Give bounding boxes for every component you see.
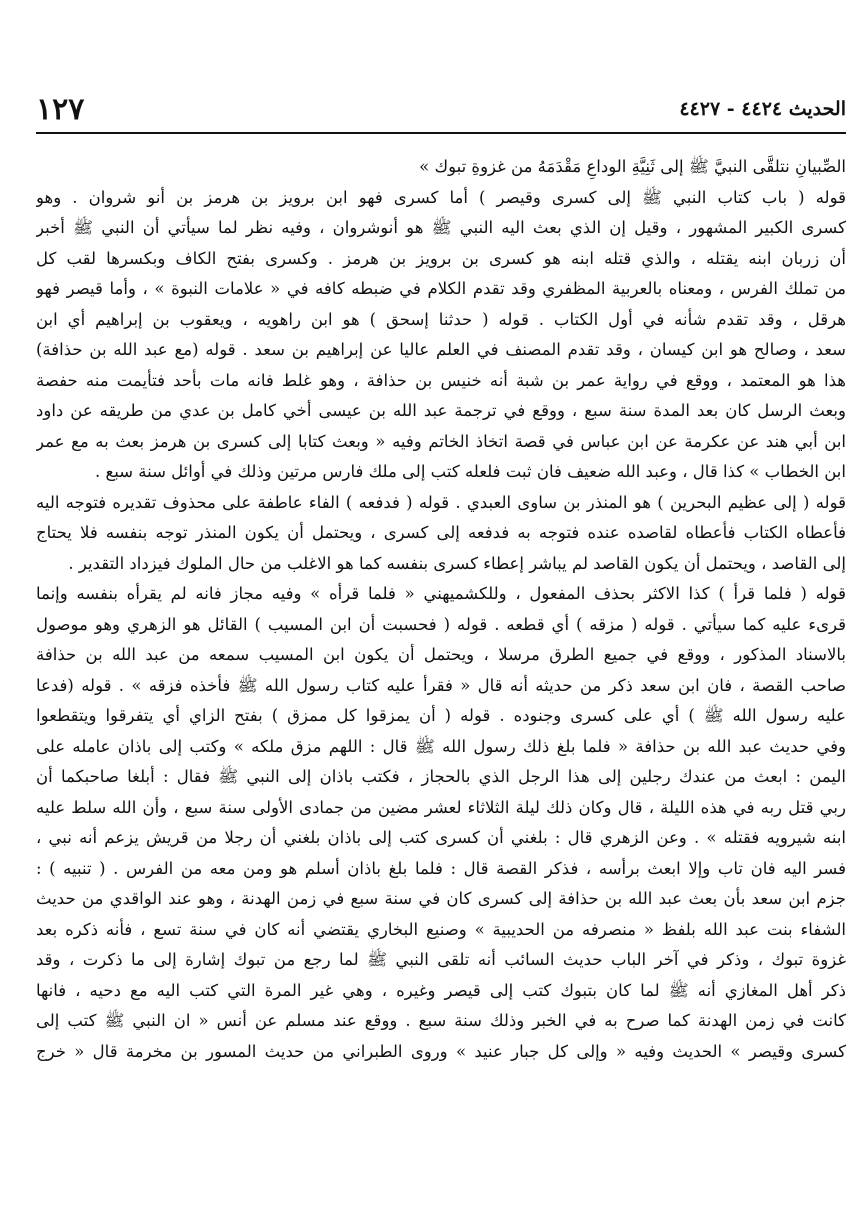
text-line: غزوة تبوك ، وذكر في آخر الباب حديث السائب أنه تلقى النبي ﷺ لما رجع من تبوك إشارة إلى ما ذكرت ، وقد xyxy=(36,950,846,969)
text-line: ابنه شيرويه فقتله » . وعن الزهري قال : بلغني أن كسرى كتب إلى باذان بلغني أن رجلا من قريش يزعم أنه نبي ، xyxy=(36,828,846,847)
hadith-range: الحديث ٤٤٢٤ - ٤٤٢٧ xyxy=(679,98,846,120)
text-line: الشفاء بنت عبد الله بلفظ « منصرفه من الحديبية » وصنيع البخاري يقتضي أنه كان في سنة تسع ، فأنه ذكره بعد xyxy=(36,919,846,939)
text-line: قوله ( باب كتاب النبي ﷺ إلى كسرى وقيصر ) أما كسرى فهو ابن برويز بن هرمز بن أنو شروان . وهو xyxy=(36,187,846,207)
page-header xyxy=(36,92,846,134)
text-line: اليمن : ابعث من عندك رجلين إلى هذا الرجل الذي بالحجاز ، فكتب باذان إلى النبي ﷺ فقال : أبلغا صاحبكما أن xyxy=(36,767,846,786)
text-line: هرقل ، وقد تقدم شأنه في أول الكتاب . قوله ( حدثنا إسحق ) هو ابن راهويه ، ويعقوب بن إبراهيم أي ابن xyxy=(36,309,846,329)
text-line: كسرى وقيصر » الحديث وفيه « وإلى كل جبار عنيد » وروى الطبراني من حديث المسور بن مخرمة قال « خرج xyxy=(36,1041,846,1061)
text-line: فأعطاه الكتاب فأعطاه لقاصده عنده فتوجه به فدفعه إلى كسرى ، ويحتمل أن يكون المنذر توجه بنفسه فلا يحتاج xyxy=(36,523,846,542)
text-line: وبعث الرسل كان بعد المدة سنة سبع ، ووقع في ترجمة عبد الله بن عيسى أخي كامل بن عدي من طريقه عن داود xyxy=(36,401,846,420)
text-line: الصِّبيانِ نتلقَّى النبيَّ ﷺ إلى ثَنِيَّةِ الوداعِ مَقْدَمَهُ من غزوةِ تبوك » xyxy=(419,157,846,176)
text-line: هذا هو المعتمد ، ووقع في رواية عمر بن شبة أنه خنيس بن حذافة ، وهو غلط فانه مات بأحد فتأيمت منه حفصة xyxy=(36,370,846,390)
text-line: من تملك الفرس ، ومعناه بالعربية المظفري وقد تقدم الكلام في ضبطه كافه في « علامات النبوة » ، وأما قيصر فهو xyxy=(36,279,846,298)
text-line: سعد ، وصالح هو ابن كيسان ، وقد تقدم المصنف في العلم عاليا عن إبراهيم بن سعد . قوله (مع عبد الله بن حذافة) xyxy=(36,340,846,359)
text-line: قوله ( فلما قرأ ) كذا الاكثر بحذف المفعول ، وللكشميهني « فلما قرأه » وفيه مجاز فانه لم يقرأه بنفسه وإنما xyxy=(36,584,846,603)
text-line: أن زربان ابنه يقتله ، والذي قتله ابنه هو كسرى بن برويز بن هرمز . وكسرى بفتح الكاف وبكسرها لقب كل xyxy=(36,248,846,268)
text-line: كسرى الكبير المشهور ، وقيل إن الذي بعث اليه النبي ﷺ هو أنوشروان ، وفيه نظر لما سيأتي أن النبي ﷺ أخبر xyxy=(36,218,846,237)
page-number: ١٢٧ xyxy=(36,92,85,127)
text-line: بالاسناد المذكور ، ووقع في جميع الطرق مرسلا ، ويحتمل أن يكون ابن المسيب سمعه من عبد الله بن حذافة xyxy=(36,645,846,664)
text-line: ذكر أهل المغازي أنه ﷺ لما كان بتبوك كتب إلى قيصر وغيره ، وهي غير المرة التي كتب اليه مع دحيه ، فانها xyxy=(36,980,846,1000)
text-line: صاحب القصة ، فان ابن سعد ذكر من حديثه أنه قال « فقرأ عليه كتاب رسول الله ﷺ فأخذه فزقه » . قوله (فدعا xyxy=(36,675,846,695)
text-line: كانت في زمن الهدنة كما صرح به في الخبر وذلك سنة سبع . ووقع عند مسلم عن أنس « ان النبي ﷺ كتب إلى xyxy=(36,1011,846,1030)
text-line: قوله ( إلى عظيم البحرين ) هو المنذر بن ساوى العبدي . قوله ( فدفعه ) الفاء عاطفة على محذوف تقديره فتوجه اليه xyxy=(36,492,846,512)
main-text xyxy=(36,152,846,1067)
text-line: وفي حديث عبد الله بن حذافة « فلما بلغ ذلك رسول الله ﷺ قال : اللهم مزق ملكه » وكتب إلى باذان عامله على xyxy=(36,736,846,756)
text-line: ربي قتل ربه في هذه الليلة ، قال وكان ذلك ليلة الثلاثاء لعشر مضين من جمادى الأولى سنة سبع ، وأن الله سلط عليه xyxy=(36,797,846,817)
text-line: ابن الخطاب » كذا قال ، وعبد الله ضعيف فان ثبت فلعله كتب إلى ملك فارس مرتين وذلك في أوائل سنة سبع . xyxy=(94,462,846,481)
text-line: جزم ابن سعد بأن بعث عبد الله بن حذافة إلى كسرى كان في سنة سبع في زمن الهدنة ، وهو عند الواقدي من حديث xyxy=(36,889,846,908)
text-line: فسر اليه فان تاب وإلا ابعث برأسه ، فذكر القصة قال : فلما بلغ باذان أسلم هو ومن معه من الفرس . ( تنبيه ) : xyxy=(36,858,846,878)
text-line: ابن أبي هند عن عكرمة عن ابن عباس في قصة اتخاذ الخاتم وفيه « وبعث كتابا إلى كسرى بن هرمز بعث به مع عمر xyxy=(36,431,846,451)
text-line: إلى القاصد ، ويحتمل أن يكون القاصد لم يباشر إعطاء كسرى بنفسه كما هو الاغلب من حال الملوك فيزداد التقدير . xyxy=(68,553,846,573)
text-line: قرىء عليه كما سيأتي . قوله ( مزقه ) أي قطعه . قوله ( فحسبت أن ابن المسيب ) القائل هو الزهري وهو موصول xyxy=(36,614,846,634)
text-line: عليه رسول الله ﷺ ) أي على كسرى وجنوده . قوله ( أن يمزقوا كل ممزق ) بفتح الزاي أي يتفرقوا ويتقطعوا xyxy=(36,706,846,725)
